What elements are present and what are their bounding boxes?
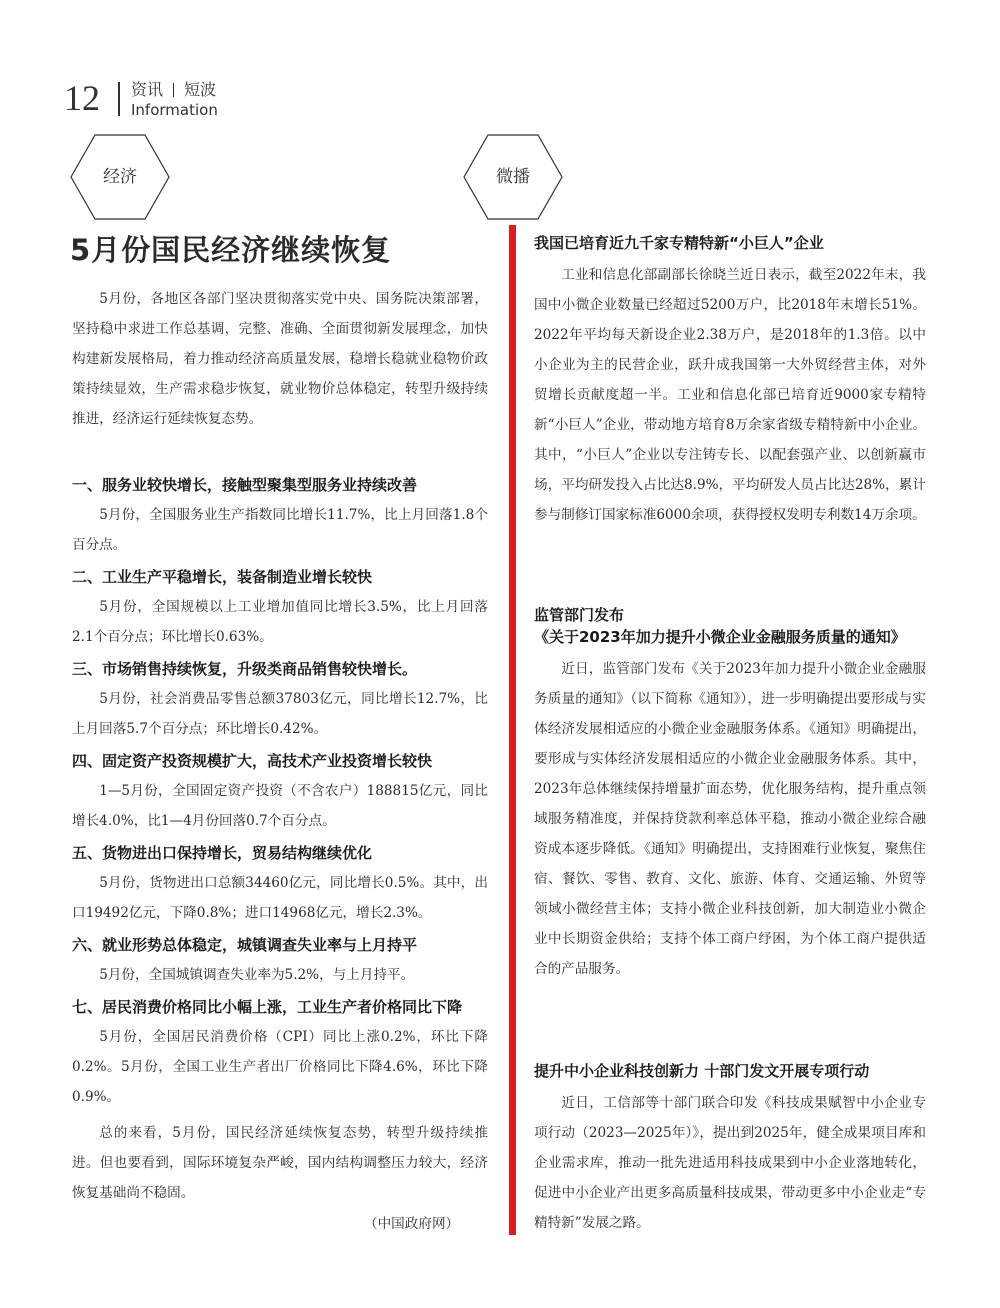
section-body-1: 5月份，全国服务业生产指数同比增长11.7%，比上月回落1.8个百分点。	[72, 507, 488, 553]
article-source: （中国政府网）	[364, 1216, 460, 1232]
section-body-4: 1—5月份，全国固定资产投资（不含农户）188815亿元，同比增长4.0%，比1—4月份回落0.7个百分点。	[72, 783, 488, 829]
section-body-7: 5月份，全国居民消费价格（CPI）同比上涨0.2%，环比下降0.2%。5月份，全国工业生产者出厂价格同比下降4.6%，环比下降0.9%。	[72, 1029, 488, 1105]
article-title: 5月份国民经济继续恢复	[70, 233, 392, 267]
section-heading-4: 四、固定资产投资规模扩大，高技术产业投资增长较快	[72, 752, 433, 770]
news-title-1: 我国已培育近九千家专精特新“小巨人”企业	[534, 234, 824, 252]
section-separator	[173, 83, 174, 97]
header-divider	[118, 82, 120, 116]
section-english: Information	[131, 101, 218, 119]
section-body-3: 5月份，社会消费品零售总额37803亿元，同比增长12.7%，比上月回落5.7个百分点；环比增长0.42%。	[72, 691, 488, 737]
section-heading-3: 三、市场销售持续恢复，升级类商品销售较快增长。	[72, 660, 418, 678]
section-heading-1: 一、服务业较快增长，接触型聚集型服务业持续改善	[72, 476, 418, 494]
news-body-3: 近日，工信部等十部门联合印发《科技成果赋智中小企业专项行动（2023—2025年）》，提出到2025年，健全成果项目库和企业需求库，推动一批先进适用科技成果到中小企业落地转化，促进中小企业产出更多高质量科技成果，带动更多中小企业走“专精特新”发展之路。	[534, 1095, 926, 1231]
news-title-2-line-1: 监管部门发布	[534, 606, 625, 624]
section-body-5: 5月份，货物进出口总额34460亿元，同比增长0.5%。其中，出口19492亿元，下降0.8%；进口14968亿元，增长2.3%。	[72, 875, 488, 921]
subsection-name: 短波	[184, 80, 217, 99]
page-number: 12	[64, 78, 100, 118]
badge-label-economy: 经济	[103, 167, 137, 187]
section-body-6: 5月份，全国城镇调查失业率为5.2%，与上月持平。	[99, 967, 415, 983]
news-title-3: 提升中小企业科技创新力 十部门发文开展专项行动	[534, 1062, 870, 1080]
red-column-divider	[509, 225, 516, 1235]
article-intro: 5月份，各地区各部门坚决贯彻落实党中央、国务院决策部署，坚持稳中求进工作总基调，完整、准确、全面贯彻新发展理念，加快构建新发展格局，着力推动经济高质量发展，稳增长稳就业稳物价政策持续显效，生产需求稳步恢复，就业物价总体稳定，转型升级持续推进，经济运行延续恢复态势。	[72, 291, 488, 427]
section-name: 资讯	[131, 80, 164, 99]
section-label	[131, 80, 216, 100]
section-heading-6: 六、就业形势总体稳定，城镇调查失业率与上月持平	[72, 936, 418, 954]
news-title-2-line-2: 《关于2023年加力提升小微企业金融服务质量的通知》	[534, 628, 906, 646]
section-body-2: 5月份，全国规模以上工业增加值同比增长3.5%，比上月回落2.1个百分点；环比增长0.63%。	[72, 599, 488, 645]
badge-label-broadcast: 微播	[496, 167, 530, 187]
section-heading-2: 二、工业生产平稳增长，装备制造业增长较快	[72, 568, 373, 586]
article-conclusion: 总的来看，5月份，国民经济延续恢复态势，转型升级持续推进。但也要看到，国际环境复杂严峻，国内结构调整压力较大，经济恢复基础尚不稳固。	[72, 1125, 488, 1201]
section-heading-7: 七、居民消费价格同比小幅上涨，工业生产者价格同比下降	[72, 998, 463, 1016]
section-heading-5: 五、货物进出口保持增长，贸易结构继续优化	[72, 844, 373, 862]
news-body-2: 近日，监管部门发布《关于2023年加力提升小微企业金融服务质量的通知》（以下简称《通知》），进一步明确提出要形成与实体经济发展相适应的小微企业金融服务体系。《通知》明确提出，要形成与实体经济发展相适应的小微企业金融服务体系。其中，2023年总体继续保持增量扩面态势，优化服务结构，提升重点领域服务精准度，并保持贷款利率总体平稳，推动小微企业综合融资成本逐步降低。《通知》明确提出，支持困难行业恢复，聚焦住宿、餐饮、零售、教育、文化、旅游、体育、交通运输、外贸等领域小微经营主体；支持小微企业科技创新，加大制造业小微企业中长期资金供给；支持个体工商户纾困，为个体工商户提供适合的产品服务。	[534, 661, 926, 977]
news-body-1: 工业和信息化部副部长徐晓兰近日表示，截至2022年末，我国中小微企业数量已经超过5200万户，比2018年末增长51%。2022年平均每天新设企业2.38万户，是2018年的1.3倍。以中小企业为主的民营企业，跃升成我国第一大外贸经营主体，对外贸增长贡献度超一半。工业和信息化部已培育近9000家专精特新“小巨人”企业，带动地方培育8万余家省级专精特新中小企业。其中，“小巨人”企业以专注铸专长、以配套强产业、以创新赢市场，平均研发投入占比达8.9%，平均研发人员占比达28%，累计参与制修订国家标准6000余项，获得授权发明专利数14万余项。	[534, 267, 926, 523]
